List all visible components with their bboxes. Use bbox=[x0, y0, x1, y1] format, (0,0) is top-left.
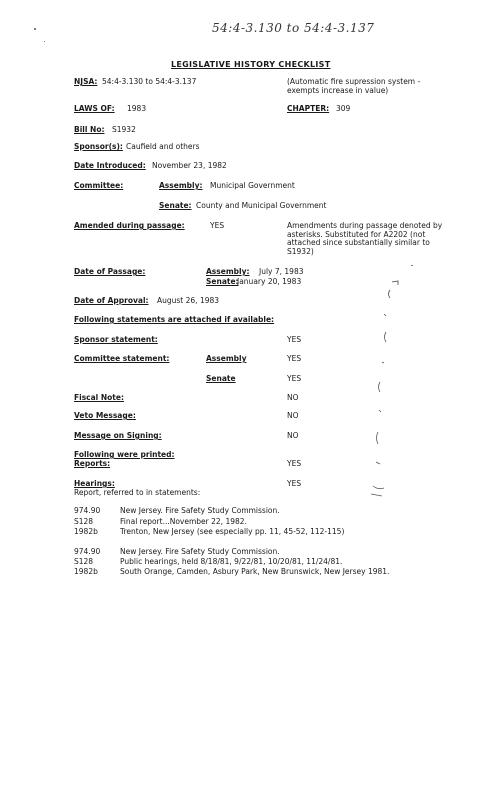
committee-statement-senate-value: YES bbox=[287, 374, 302, 383]
fiscal-note-label: Fiscal Note: bbox=[74, 393, 124, 402]
hearings-label: Hearings: bbox=[74, 479, 115, 488]
message-on-signing-label: Message on Signing: bbox=[74, 431, 162, 440]
message-on-signing-value: NO bbox=[287, 431, 299, 440]
passage-senate-label: Senate: bbox=[206, 277, 239, 286]
sponsor-value: Caufield and others bbox=[126, 142, 200, 151]
reports-value: YES bbox=[287, 459, 302, 468]
date-introduced-label: Date Introduced: bbox=[74, 161, 146, 170]
citation-code: 1982b bbox=[74, 567, 98, 576]
committee-statement-senate-label: Senate bbox=[206, 374, 236, 383]
citation-line: Public hearings, held 8/18/81, 9/22/81, 10/20/81, 11/24/81. bbox=[120, 557, 343, 566]
committee-assembly-value: Municipal Government bbox=[210, 181, 295, 190]
hearings-value: YES bbox=[287, 479, 302, 488]
amended-value: YES bbox=[210, 221, 225, 230]
njsa-note: (Automatic fire supression system - exempts increase in value) bbox=[287, 77, 421, 95]
document-title: LEGISLATIVE HISTORY CHECKLIST bbox=[171, 60, 331, 69]
date-of-passage-label: Date of Passage: bbox=[74, 267, 146, 276]
scan-speck bbox=[34, 28, 36, 30]
sponsor-statement-value: YES bbox=[287, 335, 302, 344]
laws-value: 1983 bbox=[127, 104, 147, 113]
scan-artifacts bbox=[370, 262, 400, 502]
citation-code: 1982b bbox=[74, 527, 98, 536]
committee-senate-label: Senate: bbox=[159, 201, 192, 210]
citation-line: New Jersey. Fire Safety Study Commission. bbox=[120, 547, 280, 556]
amended-label: Amended during passage: bbox=[74, 221, 185, 230]
citation-line: South Orange, Camden, Asbury Park, New Brunswick, New Jersey 1981. bbox=[120, 567, 390, 576]
citation-code: 974.90 bbox=[74, 506, 101, 515]
fiscal-note-value: NO bbox=[287, 393, 299, 402]
printed-heading: Following were printed: bbox=[74, 450, 175, 459]
date-of-approval-label: Date of Approval: bbox=[74, 296, 149, 305]
report-reference-text: Report, referred to in statements: bbox=[74, 488, 201, 497]
passage-senate-value: January 20, 1983 bbox=[237, 277, 302, 286]
committee-label: Committee: bbox=[74, 181, 124, 190]
njsa-value: 54:4-3.130 to 54:4-3.137 bbox=[102, 77, 197, 86]
veto-message-label: Veto Message: bbox=[74, 411, 136, 420]
sponsor-label: Sponsor(s): bbox=[74, 142, 123, 151]
handwritten-annotation: 54:4-3.130 to 54:4-3.137 bbox=[212, 21, 375, 35]
date-introduced-value: November 23, 1982 bbox=[152, 161, 227, 170]
citation-code: S128 bbox=[74, 557, 94, 566]
citation-line: Final report...November 22, 1982. bbox=[120, 517, 247, 526]
citation-code: S128 bbox=[74, 517, 94, 526]
citation-code: 974.90 bbox=[74, 547, 101, 556]
committee-statement-assembly-label: Assembly bbox=[206, 354, 247, 363]
committee-assembly-label: Assembly: bbox=[159, 181, 203, 190]
passage-assembly-label: Assembly: bbox=[206, 267, 250, 276]
passage-assembly-value: July 7, 1983 bbox=[259, 267, 304, 276]
scan-speck bbox=[411, 265, 413, 266]
veto-message-value: NO bbox=[287, 411, 299, 420]
sponsor-statement-label: Sponsor statement: bbox=[74, 335, 158, 344]
scan-speck bbox=[44, 41, 45, 42]
committee-statement-label: Committee statement: bbox=[74, 354, 170, 363]
citation-line: Trenton, New Jersey (see especially pp. 11, 45-52, 112-115) bbox=[120, 527, 345, 536]
reports-label: Reports: bbox=[74, 459, 111, 468]
njsa-label: NJSA: bbox=[74, 77, 98, 86]
committee-statement-assembly-value: YES bbox=[287, 354, 302, 363]
date-of-approval-value: August 26, 1983 bbox=[157, 296, 220, 305]
chapter-label: CHAPTER: bbox=[287, 104, 330, 113]
chapter-value: 309 bbox=[336, 104, 351, 113]
amended-note: Amendments during passage denoted by asterisks. Substituted for A2202 (not attached since substantially similar to S1932) bbox=[287, 221, 443, 256]
bill-value: S1932 bbox=[112, 125, 136, 134]
laws-label: LAWS OF: bbox=[74, 104, 115, 113]
bill-label: Bill No: bbox=[74, 125, 105, 134]
committee-senate-value: County and Municipal Government bbox=[196, 201, 327, 210]
citation-line: New Jersey. Fire Safety Study Commission. bbox=[120, 506, 280, 515]
attached-statements-heading: Following statements are attached if available: bbox=[74, 315, 275, 324]
